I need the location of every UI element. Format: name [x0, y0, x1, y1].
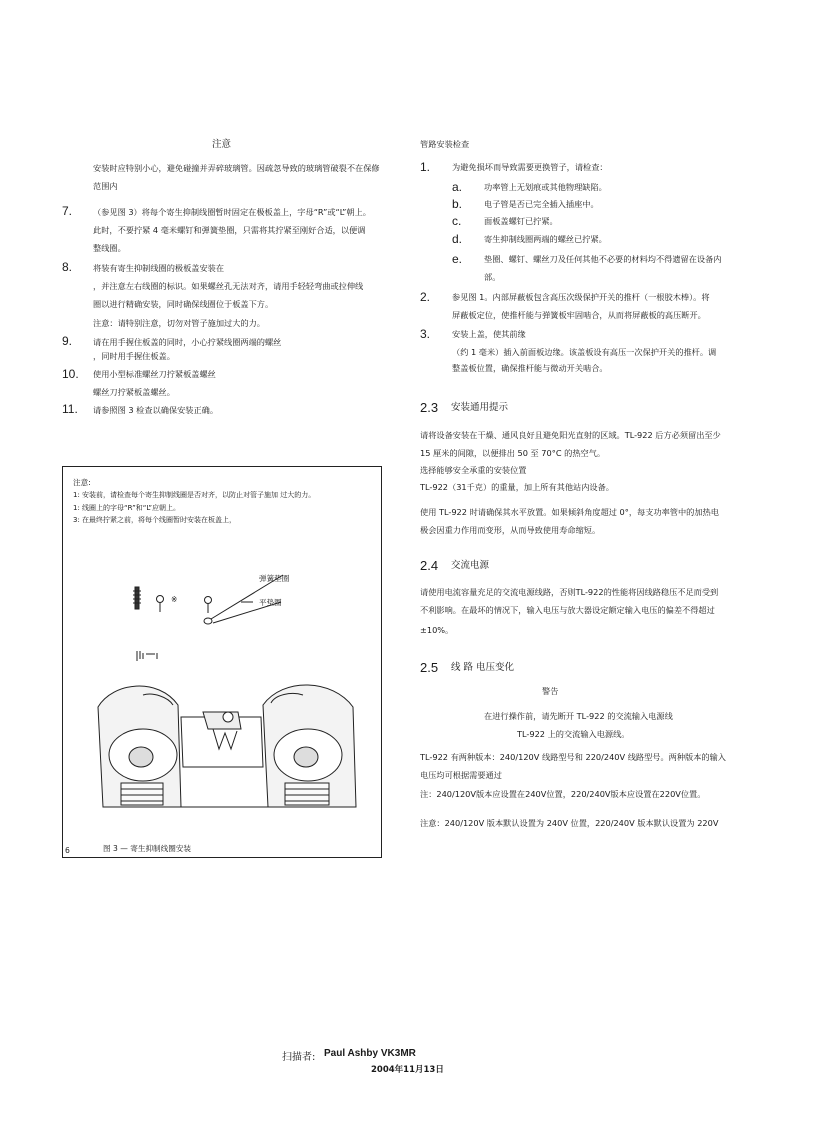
item-number: 10. [62, 367, 79, 381]
paragraph-line: TL-922（31千克）的重量，加上所有其他站内设备。 [420, 482, 614, 492]
paragraph-line: 选择能够安全承重的安装位置 [420, 465, 527, 475]
sub-letter: e. [452, 252, 463, 266]
paragraph-line: 使用 TL-922 时请确保其水平放置。如果倾斜角度超过 0°，每支功率管中的加热电 [420, 507, 719, 517]
page-number: 6 [65, 846, 70, 855]
item-line: 请参照图 3 检查以确保安装正确。 [93, 405, 219, 415]
item-line: 注意：请特别注意，切勿对管子施加过大的力。 [93, 318, 265, 328]
sub-letter: d. [452, 232, 463, 246]
figure-note: 3: 在最终拧紧之前，将每个线圈暂时安装在板盖上， [73, 516, 237, 524]
asterisk-mark: ※ [171, 595, 178, 604]
figure-note: 1: 线圈上的字母“R”和“L”应朝上。 [73, 504, 181, 512]
item-line: 将装有寄生抑制线圈的极板盖安装在 [93, 263, 225, 273]
flat-washer-label: 平垫圈 [259, 598, 282, 607]
sub-item: 功率管上无划痕或其他物理缺陷。 [484, 182, 607, 192]
screw-head [205, 597, 212, 604]
item-line: （约 1 毫米）插入前面板边缘。该盖板设有高压一次保护开关的推杆。调 [452, 347, 717, 357]
warning-line: 在进行操作前，请先断开 TL-922 的交流输入电源线 [484, 711, 673, 721]
paragraph-line: TL-922 有两种版本：240/120V 线路型号和 220/240V 线路型号。两种版本的输入 [420, 752, 726, 762]
item-number: 8. [62, 260, 73, 274]
item-number: 2. [420, 290, 431, 304]
item-line: 请在用手握住板盖的同时，小心拧紧线圈两端的螺丝 [93, 337, 282, 347]
scanner-name: Paul Ashby VK3MR [324, 1048, 416, 1059]
coil-part [135, 587, 139, 609]
item-line: 参见图 1。内部屏蔽板包含高压次级保护开关的推杆（一根胶木棒）。将 [452, 292, 710, 302]
item-number: 1. [420, 160, 431, 174]
figure-note: 1: 安装前，请检查每个寄生抑制线圈是否对齐，以防止对管子施加 过大的力。 [73, 491, 316, 499]
scanner-label: 扫描者: [282, 1052, 316, 1063]
item-line: （参见图 3）将每个寄生抑制线圈暂时固定在极板盖上，字母“R”或“L”朝上。 [93, 207, 371, 217]
section-header: 管路安装检查 [420, 139, 470, 149]
item-number: 7. [62, 204, 73, 218]
section-title: 安装通用提示 [451, 402, 509, 413]
sub-letter: a. [452, 180, 463, 194]
warning-title: 警告 [542, 686, 559, 696]
figure-note-title: 注意: [73, 478, 91, 487]
note-line: 注：240/120V版本应设置在240V位置，220/240V版本应设置在220V位置。 [420, 789, 706, 799]
paragraph-line: 电压均可根据需要通过 [420, 770, 502, 780]
item-line: ，并注意左右线圈的标识。如果螺丝孔无法对齐，请用手轻轻弯曲或拉伸线 [93, 281, 364, 291]
section-number: 2.3 [420, 400, 439, 415]
screw-head [157, 596, 164, 603]
paragraph-line: ±10%。 [420, 625, 454, 635]
item-line: 整盖板位置，确保推杆能与微动开关啮合。 [452, 363, 608, 373]
sub-letter: b. [452, 197, 463, 211]
paragraph-line: 15 厘米的间隙，以便排出 50 至 70°C 的热空气。 [420, 448, 606, 458]
item-line: 安装上盖，使其前缘 [452, 329, 526, 339]
section-number: 2.4 [420, 558, 439, 573]
note-title: 注意 [212, 139, 232, 150]
note-line: 范围内 [93, 181, 118, 191]
figure-3 [62, 466, 382, 858]
section-title: 线 路 电压变化 [451, 662, 515, 673]
item-number: 11. [62, 402, 78, 416]
sub-item: 面板盖螺钉已拧紧。 [484, 216, 558, 226]
paragraph-line: 极会因重力作用而变形，从而导致使用寿命缩短。 [420, 525, 601, 535]
sub-item: 寄生抑制线圈两端的螺丝已拧紧。 [484, 234, 607, 244]
coil-installation-drawing [63, 467, 381, 857]
sub-item: 部。 [484, 272, 501, 282]
warning-line: TL-922 上的交流输入电源线。 [517, 729, 630, 739]
note-line: 安装时应特别小心，避免碰撞并弄碎玻璃管。因疏忽导致的玻璃管破裂不在保修 [93, 163, 380, 173]
item-line: ，同时用手握住板盖。 [93, 351, 175, 361]
spring-washer-label: 弹簧垫圈 [259, 574, 290, 583]
scan-date: 2004年11月13日 [371, 1065, 444, 1075]
item-line: 整线圈。 [93, 243, 126, 253]
sub-item: 电子管是否已完全插入插座中。 [484, 199, 599, 209]
paragraph-line: 请将设备安装在干燥、通风良好且避免阳光直射的区域。TL-922 后方必须留出至少 [420, 430, 721, 440]
figure-caption: 图 3 — 寄生抑制线圈安装 [103, 844, 192, 853]
section-title: 交流电源 [451, 560, 490, 571]
sub-letter: c. [452, 214, 462, 228]
item-line: 螺丝刀拧紧板盖螺丝。 [93, 387, 175, 397]
sub-item: 垫圈、螺钉、螺丝刀及任何其他不必要的材料均不得遗留在设备内 [484, 254, 722, 264]
paragraph-line: 请使用电流容量充足的交流电源线路，否则TL-922的性能将因线路稳压不足而受到 [420, 587, 719, 597]
item-line: 圈以进行精确安装，同时确保线圈位于板盖下方。 [93, 299, 274, 309]
section-number: 2.5 [420, 660, 439, 675]
note-line: 注意：240/120V 版本默认设置为 240V 位置，220/240V 版本默认设置为 220V [420, 818, 719, 828]
item-line: 为避免损坏而导致需要更换管子，请检查： [452, 162, 608, 172]
paragraph-line: 不利影响。在最坏的情况下，输入电压与放大器设定额定输入电压的偏差不得超过 [420, 605, 715, 615]
item-number: 9. [62, 334, 73, 348]
item-number: 3. [420, 327, 431, 341]
flat-washer [204, 618, 212, 624]
item-line: 此时，不要拧紧 4 毫米螺钉和弹簧垫圈，只需将其拧紧至刚好合适，以便调 [93, 225, 366, 235]
item-line: 屏蔽板定位，使推杆能与弹簧板牢固啮合，从而将屏蔽板的高压断开。 [452, 310, 706, 320]
item-line: 使用小型标准螺丝刀拧紧板盖螺丝 [93, 369, 216, 379]
